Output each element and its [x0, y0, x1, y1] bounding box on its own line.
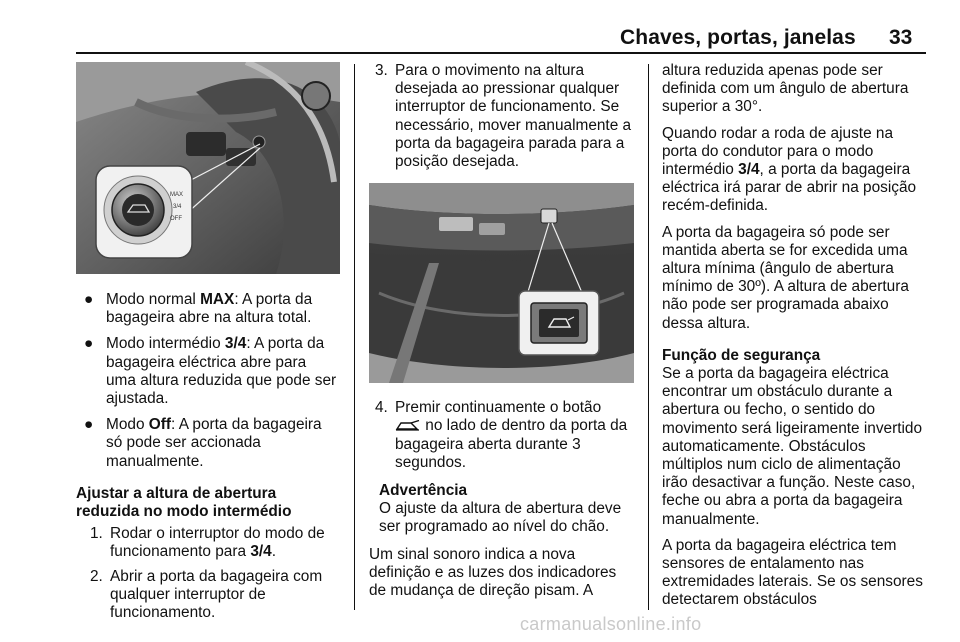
bullet-item: ● Modo intermédio 3/4: A porta da bagageira eléctrica abre para uma altura reduzida que pode ser ajustada. [84, 335, 337, 408]
bullet-item: ● Modo normal MAX: A porta da bagageira abre na altura total. [84, 291, 313, 327]
bullet-dot: ● [84, 335, 94, 353]
section-heading: Ajustar a altura de abertura reduzida no modo intermédio [76, 484, 292, 521]
tailgate-button-illustration [369, 183, 634, 383]
dial-label-max: MAX [170, 192, 184, 198]
numbered-step: 1. Rodar o interruptor do modo de funcionamento para 3/4. [90, 525, 325, 561]
paragraph: altura reduzida apenas pode ser definida com um ângulo de abertura superior a 30°. [662, 62, 909, 116]
tailgate-figure [369, 183, 634, 383]
column-divider [354, 64, 355, 610]
column-3 [662, 62, 930, 610]
numbered-step: 3. Para o movimento na altura desejada ao pressionar qualquer interruptor de funcionamento. Se necessário, mover manualmente a porta da bagageira parada para a posição desejada. [375, 62, 632, 171]
door-switch-figure [76, 62, 340, 274]
paragraph: Se a porta da bagageira eléctrica encontrar um obstáculo durante a abertura ou fecho, o sentido do movimento será ligeiramente invertido automaticamente. Obstáculos múltiplos num ciclo de alimentação irão desactivar a função. Neste caso, feche ou abra a porta da bagageira manualmente. [662, 365, 923, 528]
numbered-step: 2. Abrir a porta da bagageira com qualquer interruptor de funcionamento. [90, 567, 323, 622]
dial-label-off: OFF [170, 216, 182, 222]
warning-text: O ajuste da altura de abertura deve ser programado ao nível do chão. [379, 500, 622, 536]
bullet-dot: ● [84, 416, 94, 434]
warning-heading: Advertência [379, 482, 468, 500]
paragraph: Um sinal sonoro indica a nova definição e as luzes dos indicadores de mudança de direção pisam. A [369, 545, 617, 600]
bullet-dot: ● [84, 291, 94, 308]
page-number: 33 [889, 26, 913, 49]
paragraph: A porta da bagageira eléctrica tem sensores de entalamento nas extremidades laterais. Se os sensores detectarem obstáculos [662, 536, 923, 609]
paragraph: Quando rodar a roda de ajuste na porta do condutor para o modo intermédio 3/4, a porta da bagageira eléctrica irá parar de abrir na posição recém-definida. [662, 124, 917, 215]
bullet-item: ● Modo Off: A porta da bagageira só pode ser accionada manualmente. [84, 416, 322, 470]
header-rule [76, 52, 926, 54]
door-switch-panel-illustration [76, 62, 340, 274]
header-title: Chaves, portas, janelas [620, 26, 856, 49]
section-heading: Função de segurança [662, 346, 821, 364]
car-tailgate-icon [395, 420, 421, 432]
column-divider [648, 64, 649, 610]
watermark: carmanualsonline.info [520, 614, 702, 634]
paragraph: A porta da bagageira só pode ser mantida aberta se for excedida uma altura mínima (ângulo de abertura mínimo de 30º). A altura de abertura não pode ser programada abaixo dessa altura. [662, 223, 909, 332]
numbered-step: 4. Premir continuamente o botão no lado de dentro da porta da bagageira aberta durante 3 segundos. [375, 399, 628, 471]
column-1 [76, 62, 340, 622]
dial-label-34: 3/4 [173, 204, 182, 210]
column-2 [369, 62, 634, 600]
